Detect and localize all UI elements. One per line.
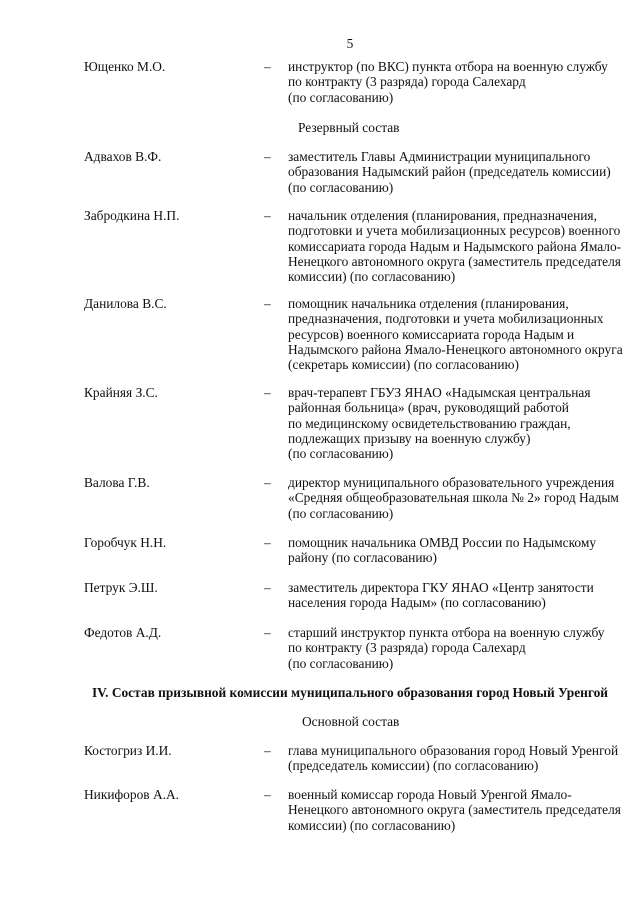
member-role — [288, 385, 623, 461]
dash-separator: – — [264, 787, 271, 802]
role-line: помощник начальника ОМВД России по Надымскому — [288, 535, 597, 550]
member-name: Ющенко М.О. — [84, 59, 166, 74]
role-line: Надымского района Ямало-Ненецкого автономного округа — [288, 341, 623, 357]
role-line: (секретарь комиссии) (по согласованию) — [288, 357, 519, 373]
member-role — [288, 743, 623, 774]
role-line: (по согласованию) — [288, 655, 394, 671]
role-line: образования Надымский район (председатель комиссии) — [288, 164, 611, 180]
member-role — [288, 580, 623, 611]
role-line: по контракту (3 разряда) города Салехард — [288, 74, 526, 90]
role-line: (по согласованию) — [288, 446, 394, 462]
role-line: комиссии) (по согласованию) — [288, 817, 456, 833]
role-line: (по согласованию) — [288, 505, 394, 521]
dash-separator: – — [264, 625, 271, 640]
member-role — [288, 208, 623, 284]
role-line: подлежащих призыву на военную службу) — [288, 430, 531, 446]
role-line: районная больница» (врач, руководящий работой — [288, 400, 569, 416]
dash-separator: – — [264, 208, 271, 223]
member-name: Петрук Э.Ш. — [84, 580, 158, 595]
dash-separator: – — [264, 59, 271, 74]
role-line: комиссариата города Надым и Надымского района Ямало- — [288, 238, 622, 254]
member-name: Забродкина Н.П. — [84, 208, 180, 223]
member-role — [288, 149, 623, 195]
member-name: Федотов А.Д. — [84, 625, 162, 640]
role-line: заместитель директора ГКУ ЯНАО «Центр занятости — [288, 580, 594, 595]
member-name: Никифоров А.А. — [84, 787, 179, 802]
dash-separator: – — [264, 580, 271, 595]
member-name: Костогриз И.И. — [84, 743, 172, 758]
dash-separator: – — [264, 385, 271, 400]
member-name: Валова Г.В. — [84, 475, 150, 490]
role-line: директор муниципального образовательного учреждения — [288, 475, 615, 490]
role-line: заместитель Главы Администрации муниципального — [288, 149, 591, 164]
page-number: 5 — [346, 36, 354, 51]
role-line: «Средняя общеобразовательная школа № 2» город Надым — [288, 490, 619, 506]
member-role — [288, 535, 623, 566]
section-heading: IV. Состав призывной комиссии муниципального образования город Новый Уренгой — [91, 685, 609, 700]
member-name: Данилова В.С. — [84, 296, 167, 311]
member-role — [288, 475, 623, 521]
role-line: Ненецкого автономного округа (заместитель председателя — [288, 802, 621, 818]
member-role — [288, 625, 623, 671]
member-role — [288, 59, 623, 105]
member-role — [288, 296, 623, 372]
role-line: помощник начальника отделения (планирования, — [288, 296, 569, 311]
role-line: по медицинскому освидетельствованию граждан, — [288, 415, 571, 431]
role-line: глава муниципального образования город Новый Уренгой — [288, 743, 619, 758]
role-line: врач-терапевт ГБУЗ ЯНАО «Надымская центральная — [288, 385, 591, 400]
member-name: Крайняя З.С. — [84, 385, 158, 400]
dash-separator: – — [264, 743, 271, 758]
dash-separator: – — [264, 535, 271, 550]
role-line: по контракту (3 разряда) города Салехард — [288, 640, 526, 656]
dash-separator: – — [264, 296, 271, 311]
role-line: (по согласованию) — [288, 179, 394, 195]
role-line: району (по согласованию) — [288, 550, 437, 566]
role-line: комиссии) (по согласованию) — [288, 269, 456, 285]
role-line: Ненецкого автономного округа (заместитель председателя — [288, 253, 621, 269]
reserve-heading: Резервный состав — [298, 120, 400, 135]
role-line: начальник отделения (планирования, предназначения, — [288, 208, 597, 223]
role-line: старший инструктор пункта отбора на военную службу — [288, 625, 605, 640]
role-line: предназначения, подготовки и учета мобилизационных — [288, 311, 604, 327]
main-heading: Основной состав — [302, 714, 400, 729]
role-line: инструктор (по ВКС) пункта отбора на военную службу — [288, 59, 608, 74]
role-line: (председатель комиссии) (по согласованию) — [288, 758, 539, 774]
role-line: ресурсов) военного комиссариата города Надым и — [288, 326, 575, 342]
dash-separator: – — [264, 149, 271, 164]
member-name: Горобчук Н.Н. — [84, 535, 167, 550]
role-line: военный комиссар города Новый Уренгой Ямало- — [288, 787, 572, 802]
member-role — [288, 787, 623, 833]
role-line: населения города Надым» (по согласованию) — [288, 595, 546, 611]
member-name: Адвахов В.Ф. — [84, 149, 162, 164]
role-line: подготовки и учета мобилизационных ресурсов) военного — [288, 223, 621, 239]
role-line: (по согласованию) — [288, 89, 394, 105]
dash-separator: – — [264, 475, 271, 490]
